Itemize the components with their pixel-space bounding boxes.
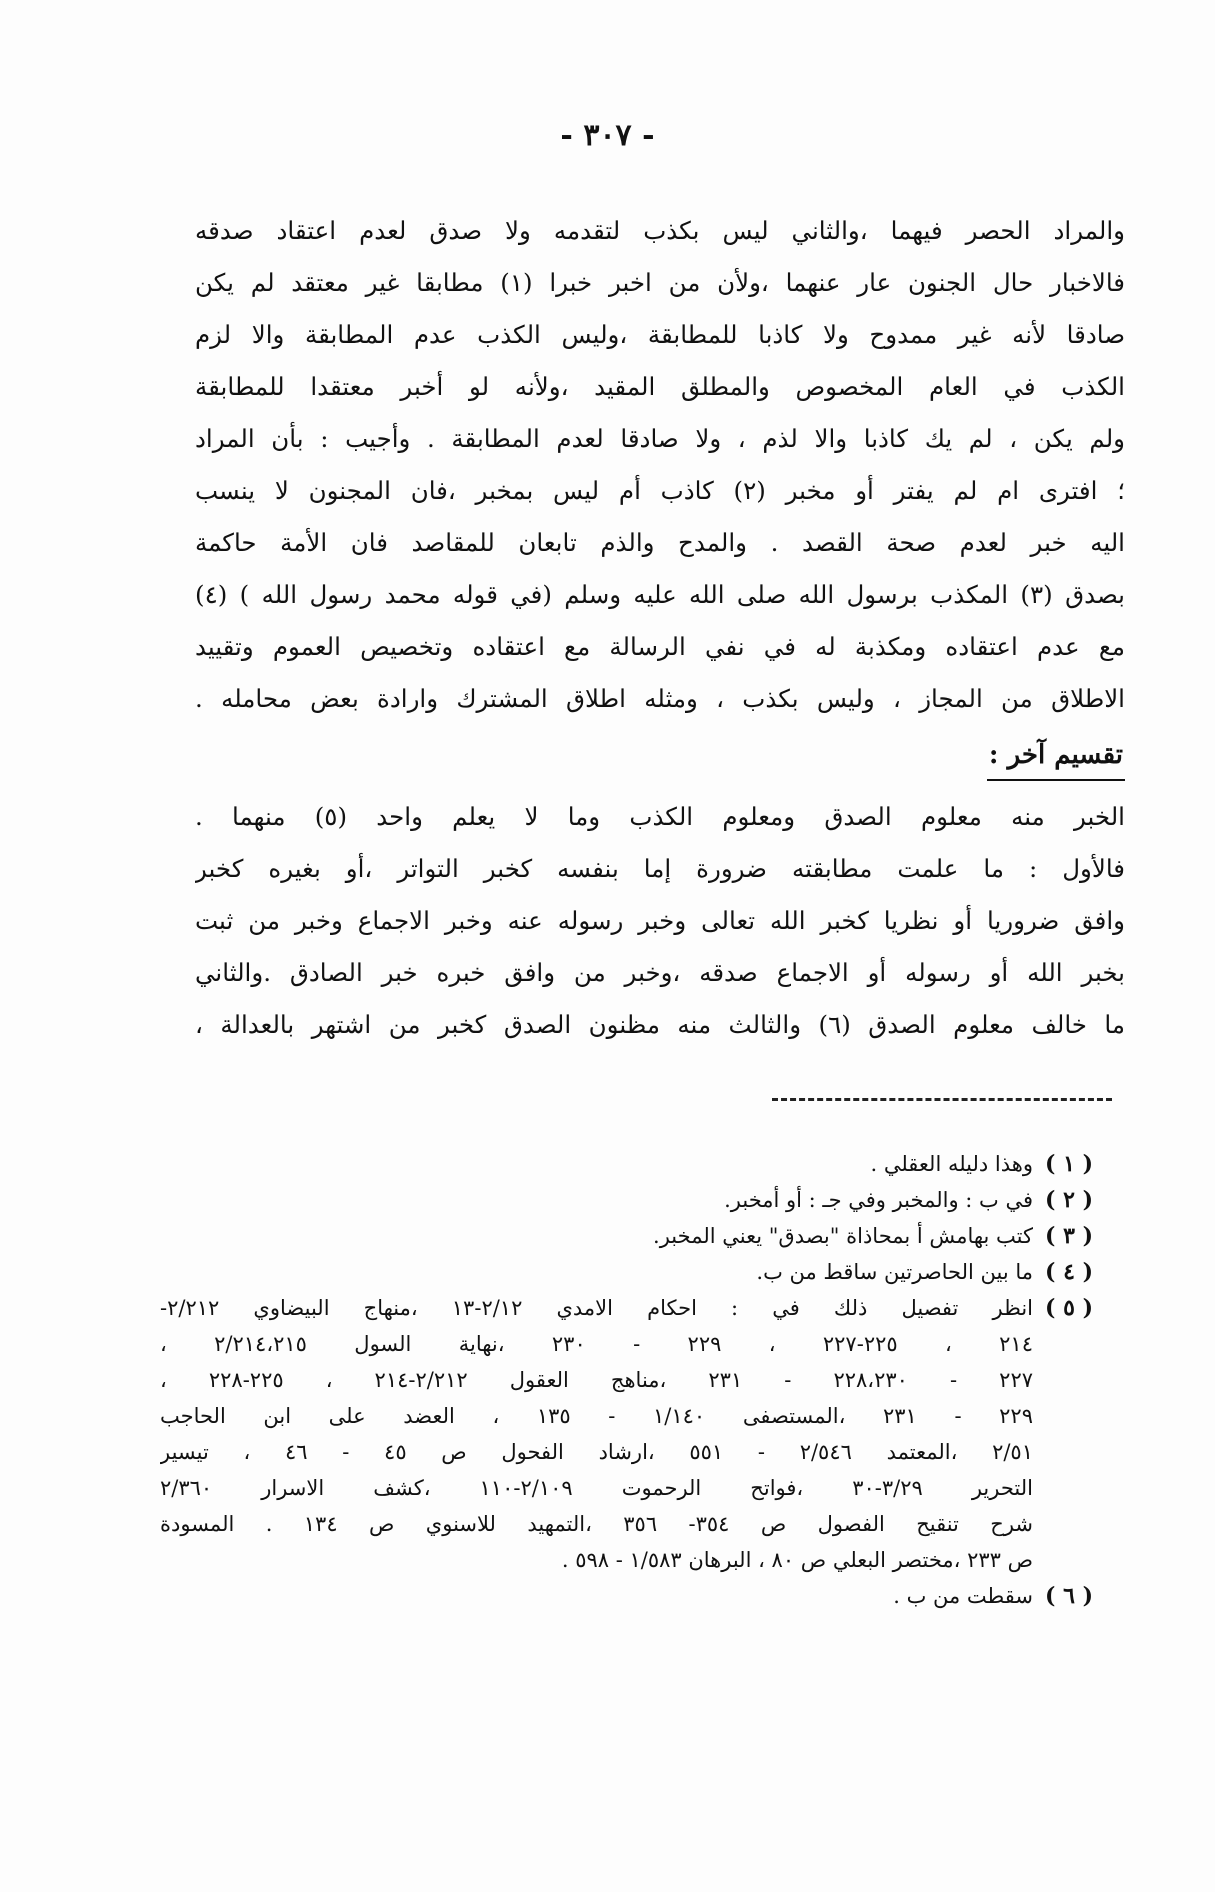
- footnote-number: ( ١ ): [1045, 1151, 1093, 1177]
- section-heading: تقسيم آخر :: [987, 735, 1125, 781]
- footnote: [160, 1578, 1105, 1614]
- footnote-text: ٢٢٧ - ٢٢٨،٢٣٠ - ٢٣١ ،مناهج العقول ٢/٢١٢-٢١٤ ، ٢٢٥-٢٢٨ ،: [160, 1368, 1033, 1392]
- footnote: [160, 1290, 1105, 1578]
- footnote-number: ( ٥ ): [1045, 1295, 1093, 1321]
- text-line: بخبر الله أو رسوله أو الاجماع صدقه ،وخبر من وافق خبره خبر الصادق .والثاني: [195, 958, 1125, 987]
- text-line: الكذب في العام المخصوص والمطلق المقيد ،ولأنه لو أخبر معتقدا للمطابقة: [195, 372, 1125, 401]
- text-line: ؛ افترى ام لم يفتر أو مخبر (٢) كاذب أم ليس بمخبر ،فان المجنون لا ينسب: [195, 476, 1125, 505]
- text-line: الخبر منه معلوم الصدق ومعلوم الكذب وما لا يعلم واحد (٥) منهما .: [195, 802, 1125, 831]
- footnote: [160, 1254, 1105, 1290]
- text-line: ما خالف معلوم الصدق (٦) والثالث منه مظنون الصدق كخبر من اشتهر بالعدالة ،: [195, 1010, 1125, 1039]
- text-line: اليه خبر لعدم صحة القصد . والمدح والذم تابعان للمقاصد فان الأمة حاكمة: [195, 528, 1125, 557]
- text-line: مع عدم اعتقاده ومكذبة له في نفي الرسالة مع اعتقاده وتخصيص العموم وتقييد: [195, 632, 1125, 661]
- footnote-text: ٢١٤ ، ٢٢٥-٢٢٧ ، ٢٢٩ - ٢٣٠ ،نهاية السول ٢/٢١٤،٢١٥ ،: [160, 1332, 1033, 1356]
- text-line: فالأول : ما علمت مطابقته ضرورة إما بنفسه كخبر التواتر ،أو بغيره كخبر: [195, 854, 1125, 883]
- footnote-text: انظر تفصيل ذلك في : احكام الامدي ٢/١٢-١٣ ،منهاج البيضاوي ٢/٢١٢-: [160, 1296, 1033, 1320]
- footnote-number: ( ٤ ): [1045, 1259, 1093, 1285]
- footnote: [160, 1218, 1105, 1254]
- text-line: وافق ضروريا أو نظريا كخبر الله تعالى وخبر رسوله عنه وخبر الاجماع وخبر من ثبت: [195, 906, 1125, 935]
- footnote-divider: [772, 1098, 1112, 1101]
- text-line: الاطلاق من المجاز ، وليس بكذب ، ومثله اطلاق المشترك وارادة بعض محامله .: [195, 684, 1125, 713]
- text-line: ولم يكن ، لم يك كاذبا والا لذم ، ولا صادقا لعدم المطابقة . وأجيب : بأن المراد: [195, 424, 1125, 453]
- footnotes: [160, 1146, 1105, 1614]
- footnote-text: شرح تنقيح الفصول ص ٣٥٤- ٣٥٦ ،التمهيد للاسنوي ص ١٣٤ . المسودة: [160, 1512, 1033, 1536]
- footnote-text: ص ٢٣٣ ،مختصر البعلي ص ٨٠ ، البرهان ١/٥٨٣ - ٥٩٨ .: [561, 1548, 1033, 1572]
- main-text: [195, 205, 1125, 1051]
- footnote-number: ( ٦ ): [1045, 1583, 1093, 1609]
- footnote-text: وهذا دليله العقلي .: [870, 1152, 1033, 1176]
- footnote-text: كتب بهامش أ بمحاذاة "بصدق" يعني المخبر.: [653, 1224, 1033, 1248]
- text-line: فالاخبار حال الجنون عار عنهما ،ولأن من اخبر خبرا (١) مطابقا غير معتقد لم يكن: [195, 268, 1125, 297]
- footnote-text: ما بين الحاصرتين ساقط من ب.: [756, 1260, 1033, 1284]
- footnote-text: سقطت من ب .: [893, 1584, 1033, 1608]
- footnote-text: التحرير ٣/٢٩-٣٠ ،فواتح الرحموت ٢/١٠٩-١١٠ ،كشف الاسرار ٢/٣٦٠: [160, 1476, 1033, 1500]
- footnote-number: ( ٢ ): [1045, 1187, 1093, 1213]
- text-line: والمراد الحصر فيهما ،والثاني ليس بكذب لتقدمه ولا صدق لعدم اعتقاد صدقه: [195, 216, 1125, 245]
- footnote-number: ( ٣ ): [1045, 1223, 1093, 1249]
- footnote-text: ٢/٥١ ،المعتمد ٢/٥٤٦ - ٥٥١ ،ارشاد الفحول ص ٤٥ - ٤٦ ، تيسير: [160, 1440, 1033, 1464]
- footnote-text: ٢٢٩ - ٢٣١ ،المستصفى ١/١٤٠ - ١٣٥ ، العضد على ابن الحاجب: [160, 1404, 1033, 1428]
- footnote: [160, 1182, 1105, 1218]
- text-line: صادقا لأنه غير ممدوح ولا كاذبا للمطابقة ،وليس الكذب عدم المطابقة والا لزم: [195, 320, 1125, 349]
- text-line: بصدق (٣) المكذب برسول الله صلى الله عليه وسلم (في قوله محمد رسول الله ) (٤): [195, 580, 1125, 609]
- page-number: - ٣٠٧ -: [560, 118, 655, 153]
- section-heading-row: [195, 725, 1125, 791]
- footnote: [160, 1146, 1105, 1182]
- footnote-text: في ب : والمخبر وفي جـ : أو أمخبر.: [724, 1188, 1033, 1212]
